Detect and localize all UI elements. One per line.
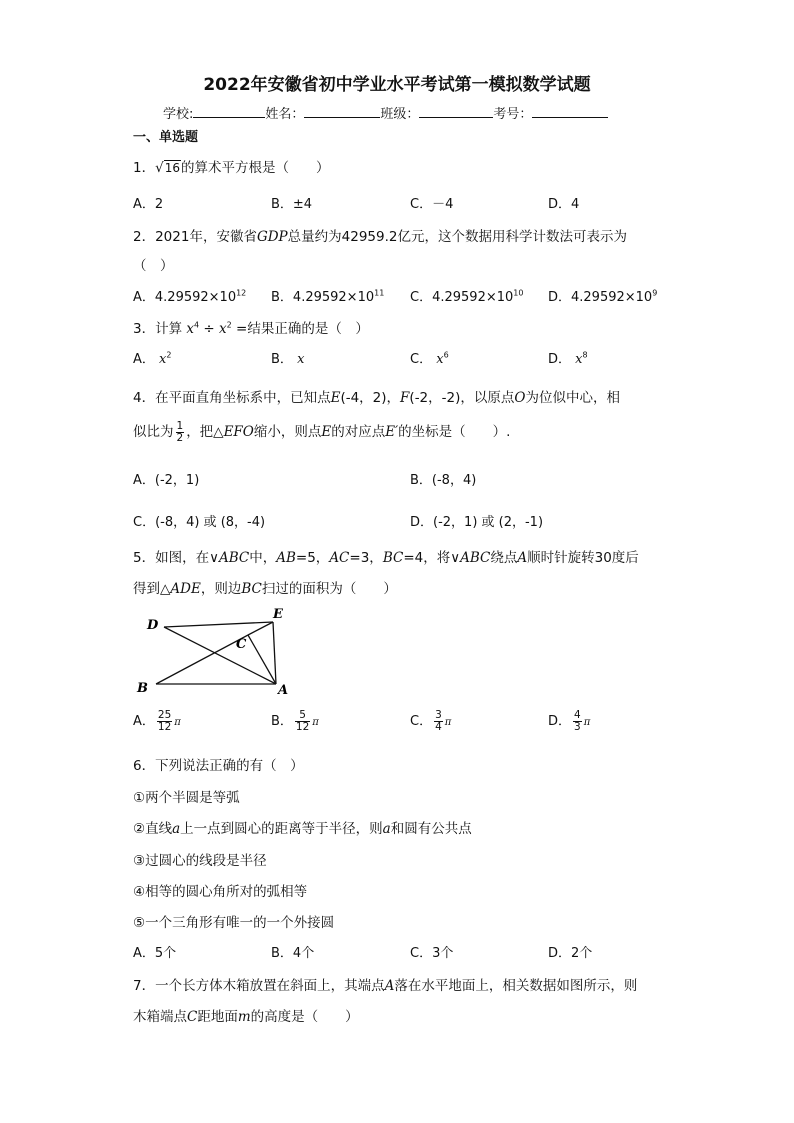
q2-option-b: B．$4.29592\times 10^{11}$ — [271, 288, 385, 305]
question-1-stem: 1．√16的算术平方根是（ ） — [133, 160, 330, 176]
q5-option-a: A． $\frac{25}{12}$ π — [133, 709, 181, 733]
question-7-stem-line2: 木箱端点C距地面m的高度是（ ） — [133, 1009, 359, 1025]
student-info-line — [163, 103, 608, 122]
school-label: 学校: — [163, 107, 194, 122]
q2-option-a: A．$4.29592\times 10^{12}$ — [133, 288, 247, 305]
q1-option-b: B．±4 — [271, 197, 313, 212]
q6-statement-4: ④相等的圆心角所对的弧相等 — [133, 884, 308, 900]
q5-option-c: C． $\frac{3}{4}$ π — [410, 709, 452, 733]
label-d: D — [147, 618, 159, 633]
question-4-stem-line1: 4．在平面直角坐标系中，已知点E(-4，2)，F(-2，-2)，以原点O为位似中心，相 — [133, 390, 620, 406]
label-a: A — [278, 683, 289, 698]
segment-ce — [248, 622, 273, 635]
sqrt-symbol: √ — [155, 160, 164, 176]
question-7-stem-line1: 7．一个长方体木箱放置在斜面上，其端点A落在水平地面上，相关数据如图所示，则 — [133, 978, 638, 994]
class-blank[interactable] — [419, 105, 493, 118]
q3-option-a: A． $x^2$ — [133, 350, 172, 367]
q6-statement-5: ⑤一个三角形有唯一的一个外接圆 — [133, 915, 335, 931]
q6-option-b: B．4个 — [271, 946, 315, 961]
q4-option-c: C．(-8，4) 或 (8，-4) — [133, 515, 266, 530]
name-blank[interactable] — [304, 105, 380, 118]
q3-option-d: D． $x^8$ — [548, 350, 588, 367]
q4-option-a: A．(-2，1) — [133, 473, 200, 488]
q5-option-b: B． $\frac{5}{12}$ π — [271, 709, 319, 733]
q6-option-d: D．2个 — [548, 946, 593, 961]
triangle-rotation-figure — [130, 600, 300, 700]
exam-no-label: 考号： — [493, 107, 533, 122]
fraction-one-half: $\frac{1}{2}$ — [176, 419, 184, 444]
q6-statement-2: ②直线a上一点到圆心的距离等于半径，则a和圆有公共点 — [133, 821, 472, 837]
q1-option-d: D．4 — [548, 197, 580, 212]
label-c: C — [236, 637, 247, 652]
school-blank[interactable] — [193, 105, 265, 118]
exam-no-blank[interactable] — [532, 105, 608, 118]
q3-option-c: C． $x^6$ — [410, 350, 449, 367]
name-label: 姓名： — [265, 107, 305, 122]
q6-statement-1: ①两个半圆是等弧 — [133, 790, 240, 806]
q2-option-d: D．$4.29592\times 10^9$ — [548, 288, 658, 305]
section-heading: 一、单选题 — [133, 130, 199, 145]
segment-bc — [156, 635, 248, 684]
label-e: E — [273, 607, 283, 622]
question-4-stem-line2: 似比为 $\frac{1}{2}$ ，把△EFO缩小，则点E的对应点E′的坐标是（ ）. — [133, 419, 511, 444]
question-6-stem: 6．下列说法正确的有（ ） — [133, 758, 304, 774]
label-b: B — [137, 681, 148, 696]
radicand: 16 — [164, 161, 180, 175]
q4-option-d: D．(-2，1) 或 (2，-1) — [410, 515, 544, 530]
question-3-stem: 3．计算 $x^4 \div x^2$ =结果正确的是（ ） — [133, 320, 369, 337]
segment-de — [164, 622, 273, 627]
q2-option-c: C．$4.29592\times 10^{10}$ — [410, 288, 524, 305]
question-5-stem-line1: 5．如图，在∨ABC中，AB=5，AC=3，BC=4，将∨ABC绕点A顺时针旋转30度后 — [133, 550, 639, 566]
q6-option-c: C．3个 — [410, 946, 454, 961]
q1-option-a: A．2 — [133, 197, 164, 212]
question-2-stem-line2: （ ） — [133, 258, 174, 274]
q3-option-b: B． x — [271, 352, 305, 367]
q6-statement-3: ③过圆心的线段是半径 — [133, 853, 267, 869]
question-5-stem-line2: 得到△ADE，则边BC扫过的面积为（ ） — [133, 581, 397, 597]
q4-option-b: B．(-8，4) — [410, 473, 477, 488]
segment-ea — [273, 622, 276, 684]
q6-option-a: A．5个 — [133, 946, 177, 961]
question-2-stem-line1: 2．2021年，安徽省GDP总量约为42959.2亿元，这个数据用科学计数法可表示为 — [133, 229, 627, 245]
q1-option-c: C．－4 — [410, 197, 454, 212]
q5-option-d: D． $\frac{4}{3}$ π — [548, 709, 591, 733]
exam-title: 2022年安徽省初中学业水平考试第一模拟数学试题 — [203, 75, 591, 95]
class-label: 班级： — [380, 107, 420, 122]
